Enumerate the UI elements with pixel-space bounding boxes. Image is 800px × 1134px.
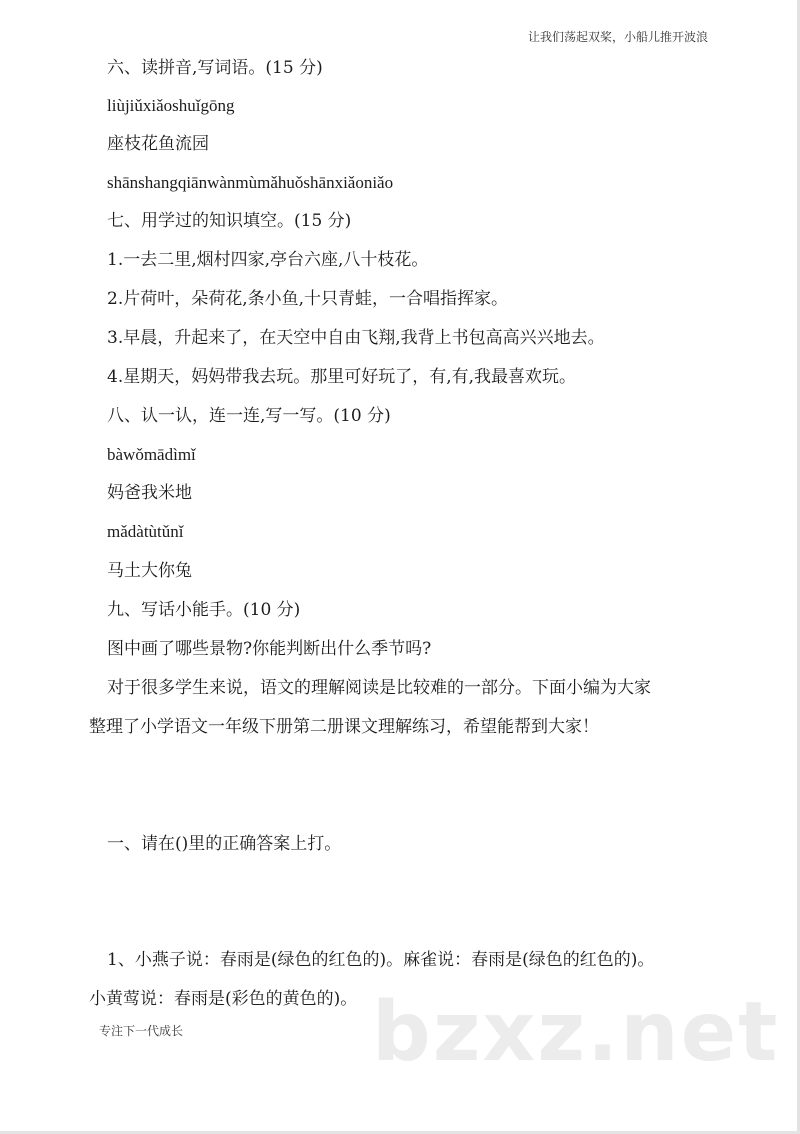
intro-paragraph-line: 整理了小学语文一年级下册第二册课文理解练习，希望能帮到大家！: [89, 717, 599, 737]
fill-blank-item: 2.片荷叶，朵荷花,条小鱼,十只青蛙，一合唱指挥家。: [107, 289, 509, 309]
character-line: 妈爸我米地: [107, 483, 192, 503]
watermark-logo: bzxz.net: [372, 985, 780, 1080]
section-6-heading: 六、读拼音,写词语。(15 分): [107, 58, 323, 78]
fill-blank-item: 3.早晨，升起来了，在天空中自由飞翔,我背上书包高高兴兴地去。: [107, 328, 605, 348]
writing-prompt: 图中画了哪些景物?你能判断出什么季节吗?: [107, 639, 432, 659]
question-line: 1、小燕子说：春雨是(绿色的红色的)。麻雀说：春雨是(绿色的红色的)。: [107, 950, 655, 970]
word-options-line: 座枝花鱼流园: [107, 134, 209, 154]
character-line: 马土大你兔: [107, 561, 192, 581]
section-7-heading: 七、用学过的知识填空。(15 分): [107, 211, 352, 231]
pinyin-line: liùjiǔxiǎoshuǐgōng: [107, 96, 235, 115]
section-8-heading: 八、认一认，连一连,写一写。(10 分): [107, 406, 391, 426]
section-9-heading: 九、写话小能手。(10 分): [107, 600, 301, 620]
pinyin-line: bàwǒmādìmǐ: [107, 445, 196, 464]
pinyin-line: shānshangqiānwànmùmǎhuǒshānxiǎoniǎo: [107, 173, 394, 192]
intro-paragraph-line: 对于很多学生来说，语文的理解阅读是比较难的一部分。下面小编为大家: [107, 678, 651, 698]
page-header: 让我们荡起双桨，小船儿推开波浪: [527, 30, 708, 44]
page-footer: 专注下一代成长: [99, 1024, 184, 1038]
question-line: 小黄莺说：春雨是(彩色的黄色的)。: [89, 989, 358, 1009]
pinyin-line: mǎdàtùtǔnǐ: [107, 522, 184, 541]
fill-blank-item: 1.一去二里,烟村四家,亭台六座,八十枝花。: [107, 250, 429, 270]
fill-blank-item: 4.星期天，妈妈带我去玩。那里可好玩了，有,有,我最喜欢玩。: [107, 367, 577, 387]
exercise-heading: 一、请在()里的正确答案上打。: [107, 834, 342, 854]
